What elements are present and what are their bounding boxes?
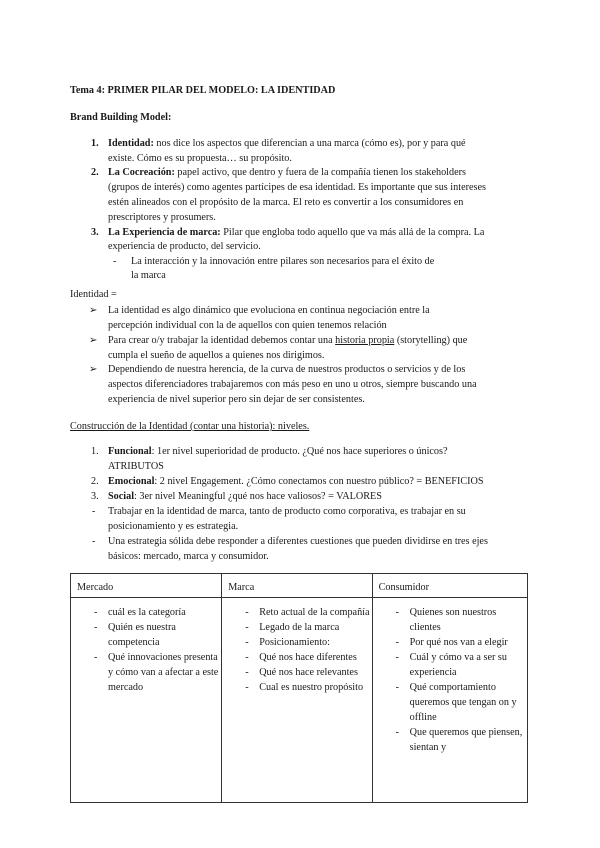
mercado-list — [71, 605, 221, 695]
historia-propia-link: historia propia — [335, 335, 395, 346]
level-text: : 2 nivel Engagement. ¿Cómo conectamos con nuestro público? = BENEFICIOS — [154, 476, 484, 487]
header-mercado: Mercado — [71, 574, 222, 598]
dash-bullet: - — [92, 536, 96, 547]
pillar-number: 1. — [91, 138, 99, 149]
identidad-text: percepción individual con la de aquellos con quien tenemos relación — [108, 320, 387, 331]
pillar-label: La Experiencia de marca: — [108, 227, 221, 238]
pillar-number: 2. — [91, 167, 99, 178]
dash-bullet: - — [113, 256, 117, 267]
pillar-label: Identidad: — [108, 138, 154, 149]
list-item: - Por qué nos van a elegir — [373, 635, 527, 650]
marca-list — [222, 605, 371, 695]
arrow-bullet-icon: ➢ — [89, 335, 98, 346]
level-label: Funcional — [108, 446, 152, 457]
list-item: - Cual es nuestro propósito — [222, 680, 371, 695]
level-note: posicionamiento y es estrategia. — [108, 521, 239, 532]
list-item: - Qué nos hace diferentes — [222, 650, 371, 665]
pillar-label: La Cocreación: — [108, 167, 175, 178]
pillar-text: existe. Cómo es su propuesta… su propósito. — [108, 153, 292, 164]
level-number: 2. — [91, 476, 99, 487]
pillar-item — [108, 167, 466, 179]
identidad-text: Dependiendo de nuestra herencia, de la curva de nuestros productos o servicios y de los — [108, 364, 466, 375]
identidad-text-post: (storytelling) que — [394, 335, 468, 346]
pillar-text: experiencia de producto, del servicio. — [108, 241, 261, 252]
strategy-table — [70, 573, 528, 803]
level-label: Social — [108, 491, 135, 502]
pillar-number: 3. — [91, 227, 99, 238]
pillar-text: Pilar que engloba todo aquello que va más allá de la compra. La — [220, 227, 485, 238]
list-item: - Qué comportamiento queremos que tengan on y offline — [373, 680, 527, 725]
list-item: - Quienes son nuestros clientes — [373, 605, 527, 635]
arrow-bullet-icon: ➢ — [89, 364, 98, 375]
construccion-heading: Construcción de la Identidad (contar una historia): niveles. — [70, 421, 310, 432]
table-row — [71, 598, 528, 803]
identidad-text: aspectos diferenciadores trabajaremos con más peso en uno u otros, siempre buscando una — [108, 379, 477, 390]
list-item: - Reto actual de la compañía — [222, 605, 371, 620]
pillar-item — [108, 138, 466, 150]
level-text: : 3er nivel Meaningful ¿qué nos hace valiosos? = VALORES — [134, 491, 382, 502]
level-note: Una estrategia sólida debe responder a diferentes cuestiones que pueden dividirse en tres ejes — [108, 536, 488, 547]
table-header-row — [71, 574, 528, 598]
level-text: : 1er nivel superioridad de producto. ¿Qué nos hace superiores o únicos? — [151, 446, 448, 457]
model-heading: Brand Building Model: — [70, 112, 172, 123]
list-item: - cuál es la categoría — [71, 605, 221, 620]
page-title: Tema 4: PRIMER PILAR DEL MODELO: LA IDENTIDAD — [70, 85, 336, 96]
level-number: 1. — [91, 446, 99, 457]
list-item: - Que queremos que piensen, sientan y — [373, 725, 527, 755]
header-consumidor: Consumidor — [372, 574, 527, 598]
level-number: 3. — [91, 491, 99, 502]
identidad-text: experiencia de nivel superior pero sin dejar de ser consistentes. — [108, 394, 365, 405]
list-item: - Qué innovaciones presenta y cómo van a afectar a este mercado — [71, 650, 221, 695]
level-label: Emocional — [108, 476, 155, 487]
level-item — [108, 476, 484, 488]
identidad-label: Identidad = — [70, 289, 117, 300]
list-item: - Legado de la marca — [222, 620, 371, 635]
level-text: ATRIBUTOS — [108, 461, 164, 472]
level-item — [108, 446, 448, 458]
level-note: básicos: mercado, marca y consumidor. — [108, 551, 269, 562]
list-item: - Cuál y cómo va a ser su experiencia — [373, 650, 527, 680]
identidad-text-pre: Para crear o/y trabajar la identidad debemos contar una — [108, 335, 336, 346]
list-item: - Quién es nuestra competencia — [71, 620, 221, 650]
level-note: Trabajar en la identidad de marca, tanto de producto como corporativa, es trabajar en su — [108, 506, 466, 517]
pillar-note: la marca — [131, 270, 166, 281]
list-item: - Posicionamiento: — [222, 635, 371, 650]
consumidor-list — [373, 605, 527, 755]
pillar-note: La interacción y la innovación entre pilares son necesarios para el éxito de — [131, 256, 435, 267]
pillar-text: nos dice los aspectos que diferencian a una marca (cómo es), por y para qué — [153, 138, 466, 149]
dash-bullet: - — [92, 506, 96, 517]
pillar-text: (grupos de interés) como agentes partícipes de esa identidad. Es importante que sus intereses — [108, 182, 486, 193]
arrow-bullet-icon: ➢ — [89, 305, 98, 316]
pillar-text: papel activo, que dentro y fuera de la compañía tienen los stakeholders — [174, 167, 466, 178]
identidad-text: cumpla el sueño de aquellos a quienes nos dirigimos. — [108, 350, 325, 361]
pillar-item — [108, 227, 484, 239]
mercado-cell — [71, 598, 222, 803]
pillar-text: prescriptores y prosumers. — [108, 212, 216, 223]
header-marca: Marca — [222, 574, 372, 598]
level-item — [108, 491, 382, 503]
list-item: - Qué nos hace relevantes — [222, 665, 371, 680]
identidad-text — [108, 335, 467, 347]
identidad-text: La identidad es algo dinámico que evoluciona en continua negociación entre la — [108, 305, 430, 316]
consumidor-cell — [372, 598, 527, 803]
marca-cell — [222, 598, 372, 803]
pillar-text: estén alineados con el propósito de la marca. El reto es convertir a los consumidores en — [108, 197, 464, 208]
